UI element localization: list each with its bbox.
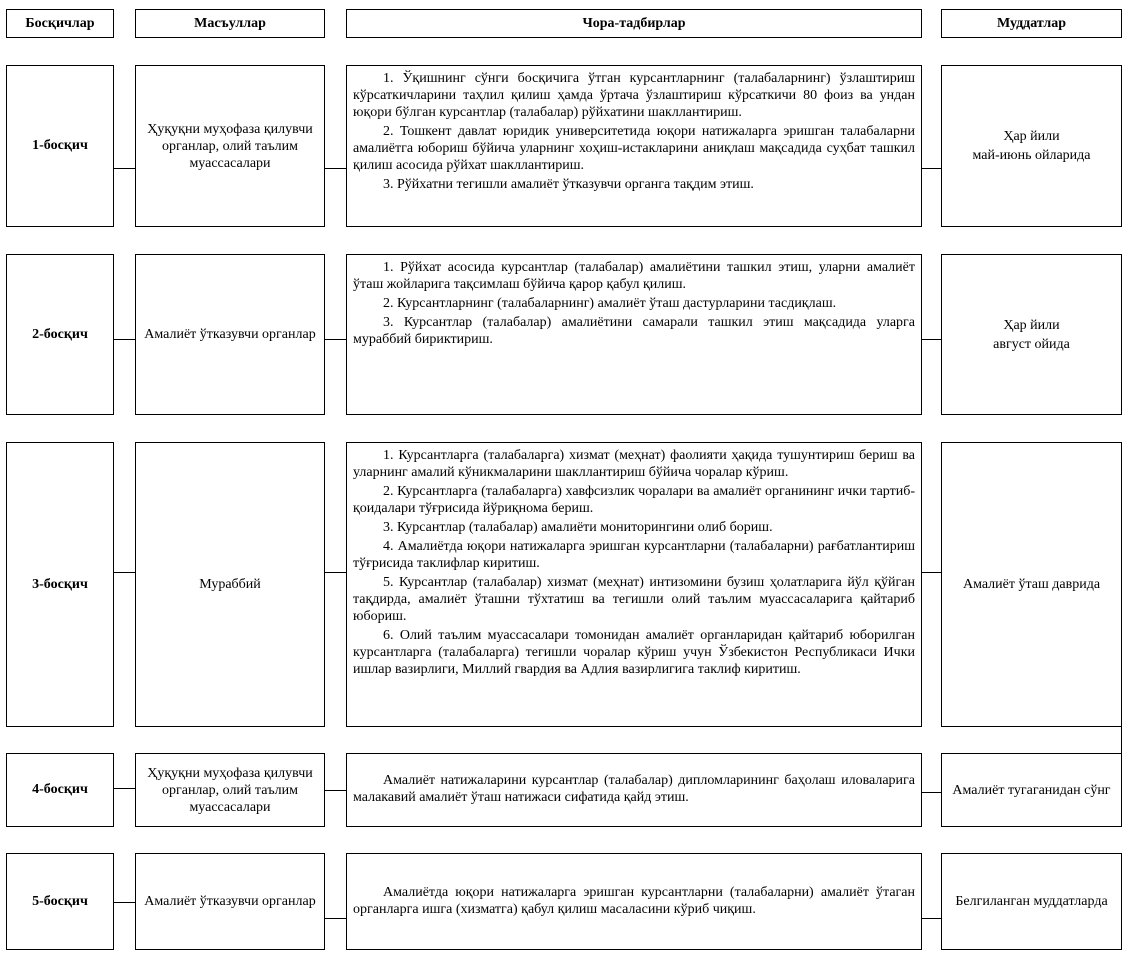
stage-3-measure: 5. Курсантлар (талабалар) хизмат (меҳнат) интизомини бузиш ҳолатларига йўл қўйган тақдирда, амалиёт ўташни тўхтатиш ва тегишли олий таълим муассасаларига қайтариб юбориш. xyxy=(353,575,915,624)
stage-3-term: Амалиёт ўташ даврида xyxy=(941,442,1122,727)
stage-2-term: Ҳар йили август ойида xyxy=(941,254,1122,415)
stage-5-measure: Амалиётда юқори натижаларга эришган курсантларни (талабаларни) амалиёт ўтаган органларга ишга (хизматга) қабул қилиш масаласини кўриб чиқиш. xyxy=(353,884,915,917)
stage-1-measures xyxy=(346,65,922,227)
stage-2-measure: 1. Рўйхат асосида курсантлар (талабалар) амалиётини ташкил этиш, уларни амалиёт ўташ жойларига тақсимлаш бўйича қарор қабул қилиш. xyxy=(353,260,915,292)
stage-3-measure: 3. Курсантлар (талабалар) амалиёти мониторингини олиб бориш. xyxy=(383,520,773,535)
connector-line xyxy=(922,339,941,340)
stage-1-responsible: Ҳуқуқни муҳофаза қилувчи органлар, олий таълим муассасалари xyxy=(135,65,325,227)
header-stage: Босқичлар xyxy=(6,9,114,38)
stage-3-measure: 4. Амалиётда юқори натижаларга эришган курсантларни (талабаларни) рағбатлантириш тўғрисида таклифлар киритиш. xyxy=(353,539,915,571)
stage-1-measure: 3. Рўйхатни тегишли амалиёт ўтказувчи органга тақдим этиш. xyxy=(383,177,754,192)
stage-4-term: Амалиёт тугаганидан сўнг xyxy=(941,753,1122,827)
connector-line xyxy=(325,918,346,919)
stage-3-measure: 1. Курсантларга (талабаларга) хизмат (меҳнат) фаолияти ҳақида тушунтириш бериш ва уларнинг амалий кўникмаларини шакллантириш бўйича чоралар кўриш. xyxy=(353,448,915,480)
connector-line xyxy=(922,918,941,919)
connector-line xyxy=(922,168,941,169)
stage-4-measures xyxy=(346,753,922,827)
header-terms: Муддатлар xyxy=(941,9,1122,38)
connector-line xyxy=(1121,727,1122,753)
stage-3-measures xyxy=(346,442,922,727)
stage-4-measure: Амалиёт натижаларини курсантлар (талабалар) дипломларининг баҳолаш иловаларига малакавий амалиёт ўташ натижаси сифатида қайд этиш. xyxy=(353,773,915,805)
connector-line xyxy=(114,339,135,340)
stage-1-measure: 1. Ўқишнинг сўнги босқичига ўтган курсантларнинг (талабаларнинг) ўзлаштириш кўрсаткичларини таҳлил қилиш ҳамда ўртача ўзлаштириш кўрсаткичи 80 фоиз ва ундан юқори бўлган курсантлар (талабалар) рўйхатини шакллантириш. xyxy=(353,71,915,120)
stage-4-label: 4-босқич xyxy=(6,753,114,827)
stage-2-label: 2-босқич xyxy=(6,254,114,415)
stage-5-measures xyxy=(346,853,922,950)
stage-5-label: 5-босқич xyxy=(6,853,114,950)
connector-line xyxy=(922,792,941,793)
stage-2-measure: 2. Курсантларнинг (талабаларнинг) амалиёт ўташ дастурларини тасдиқлаш. xyxy=(383,296,837,311)
stage-1-term: Ҳар йили май-июнь ойларида xyxy=(941,65,1122,227)
stage-2-measure: 3. Курсантлар (талабалар) амалиётини самарали ташкил этиш мақсадида уларга мураббий бириктириш. xyxy=(353,315,915,347)
connector-line xyxy=(325,572,346,573)
stage-2-measures xyxy=(346,254,922,415)
header-measures: Чора-тадбирлар xyxy=(346,9,922,38)
stage-5-term: Белгиланган муддатларда xyxy=(941,853,1122,950)
connector-line xyxy=(922,572,941,573)
connector-line xyxy=(325,790,346,791)
stage-2-responsible: Амалиёт ўтказувчи органлар xyxy=(135,254,325,415)
stage-3-measure: 2. Курсантларга (талабаларга) хавфсизлик чоралари ва амалиёт органининг ички тартиб-қоидалари тўғрисида йўриқнома бериш. xyxy=(353,484,915,516)
stage-3-label: 3-босқич xyxy=(6,442,114,727)
stage-5-responsible: Амалиёт ўтказувчи органлар xyxy=(135,853,325,950)
stage-3-measure: 6. Олий таълим муассасалари томонидан амалиёт органларидан қайтариб юборилган курсантларга (талабаларга) тегишли чоралар кўриш учун Ўзбекистон Республикаси Ички ишлар вазирлиги, Миллий гвардия ва Адлия вазирлигига таклиф киритиш. xyxy=(353,628,915,677)
connector-line xyxy=(114,788,135,789)
connector-line xyxy=(325,168,346,169)
header-responsible: Масъуллар xyxy=(135,9,325,38)
stage-1-label: 1-босқич xyxy=(6,65,114,227)
connector-line xyxy=(325,339,346,340)
connector-line xyxy=(114,902,135,903)
stage-4-responsible: Ҳуқуқни муҳофаза қилувчи органлар, олий таълим муассасалари xyxy=(135,753,325,827)
stage-3-responsible: Мураббий xyxy=(135,442,325,727)
connector-line xyxy=(114,168,135,169)
connector-line xyxy=(114,572,135,573)
stage-1-measure: 2. Тошкент давлат юридик университетида юқори натижаларга эришган талабаларни амалиётга юбориш бўйича уларнинг хоҳиш-истакларини аниқлаш мақсадида суҳбат ташкил қилиш асосида рўйхат шакллантириш. xyxy=(353,124,915,173)
